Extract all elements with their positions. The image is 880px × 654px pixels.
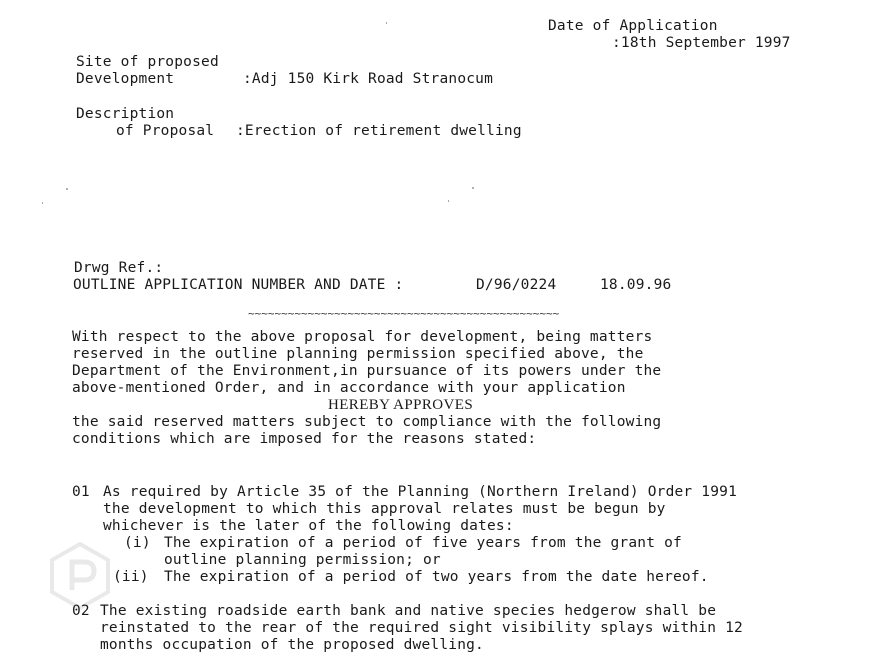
subitem-i-line-1: The expiration of a period of five years from the grant of (164, 535, 682, 551)
outline-application-date: 18.09.96 (600, 277, 672, 293)
outline-application-number: D/96/0224 (476, 277, 557, 293)
watermark-logo-icon (44, 540, 116, 612)
description-value: :Erection of retirement dwelling (236, 123, 522, 139)
condition-02-line-3: months occupation of the proposed dwelling. (100, 637, 484, 653)
description-label-line2: of Proposal (116, 123, 215, 139)
description-label-line1: Description (76, 106, 175, 122)
condition-01-line-3: whichever is the later of the following dates: (103, 518, 514, 534)
preamble-line-2: reserved in the outline planning permission specified above, the (72, 346, 644, 362)
subitem-i-marker: (i) (124, 535, 151, 551)
site-label-line1: Site of proposed (76, 54, 219, 70)
condition-02-line-1: The existing roadside earth bank and native species hedgerow shall be (100, 603, 717, 619)
site-value: :Adj 150 Kirk Road Stranocum (243, 71, 494, 87)
hereby-approves-heading: HEREBY APPROVES (328, 397, 474, 413)
condition-01-line-2: the development to which this approval relates must be begun by (103, 501, 666, 517)
condition-01-line-1: As required by Article 35 of the Planning (Northern Ireland) Order 1991 (103, 484, 738, 500)
condition-number-01: 01 (72, 484, 90, 500)
condition-02-line-2: reinstated to the rear of the required sight visibility splays within 12 (100, 620, 743, 636)
scan-speck (386, 22, 387, 24)
preamble-line-3: Department of the Environment,in pursuance of its powers under the (72, 363, 662, 379)
drwg-ref-label: Drwg Ref.: (74, 260, 164, 276)
scan-speck (472, 187, 474, 189)
subitem-ii-marker: (ii) (113, 569, 149, 585)
preamble-line-1: With respect to the above proposal for development, being matters (72, 329, 653, 345)
scan-speck (66, 188, 68, 190)
date-of-application-label: Date of Application (548, 18, 718, 34)
preamble-line-4: above-mentioned Order, and in accordance with your application (72, 380, 626, 396)
date-of-application-value: :18th September 1997 (612, 35, 791, 51)
subitem-i-line-2: outline planning permission; or (164, 552, 441, 568)
site-label-line2: Development (76, 71, 175, 87)
scan-speck (448, 200, 449, 202)
scan-speck (42, 202, 43, 204)
postamble-line-1: the said reserved matters subject to compliance with the following (72, 414, 662, 430)
tilde-separator: ~~~~~~~~~~~~~~~~~~~~~~~~~~~~~~~~~~~~~~~~~~~~~~~ (248, 307, 560, 320)
postamble-line-2: conditions which are imposed for the reasons stated: (72, 431, 537, 447)
condition-number-02: 02 (72, 603, 90, 619)
outline-application-label: OUTLINE APPLICATION NUMBER AND DATE : (73, 277, 404, 293)
cut-off-line-container (100, 637, 484, 653)
subitem-ii-line-1: The expiration of a period of two years from the date hereof. (164, 569, 709, 585)
